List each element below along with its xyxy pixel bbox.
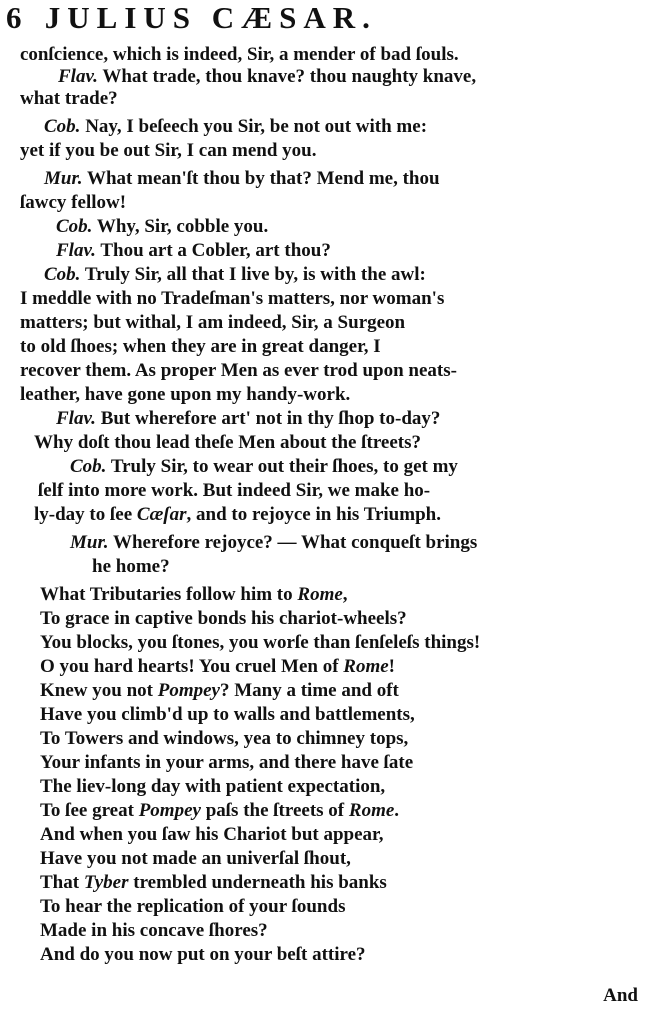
text-line — [20, 288, 444, 310]
line-text: yet if you be out Sir, I can mend you. — [20, 140, 317, 161]
running-header — [6, 0, 646, 40]
line-text: ? Many a time and oft — [219, 680, 399, 701]
text-line — [56, 240, 331, 262]
line-text: Truly Sir, all that I live by, is with the awl: — [80, 264, 426, 285]
line-text: What Tributaries follow him to — [40, 584, 298, 605]
text-line — [20, 336, 381, 358]
text-line — [40, 704, 415, 726]
speaker-name: Flav. — [56, 240, 96, 261]
text-line — [92, 556, 170, 578]
line-text: , — [342, 584, 348, 605]
line-text: , and to rejoyce in his Triumph. — [186, 504, 441, 525]
italic-word: Rome — [348, 800, 395, 821]
line-text: O you hard hearts! You cruel Men of — [40, 656, 344, 677]
text-line — [70, 532, 477, 554]
text-line — [40, 872, 387, 894]
line-text: To hear the replication of your ſounds — [40, 896, 346, 917]
text-line — [20, 88, 118, 110]
text-line — [40, 680, 399, 702]
line-text: What mean'ſt thou by that? Mend me, thou — [82, 168, 440, 189]
text-line — [56, 216, 268, 238]
text-line — [58, 66, 476, 88]
speaker-name: Mur. — [70, 532, 109, 553]
line-text: To grace in captive bonds his chariot-wheels? — [40, 608, 407, 629]
line-text: Why doſt thou lead theſe Men about the ſtreets? — [34, 432, 422, 453]
line-text: The liev-long day with patient expectation, — [40, 776, 386, 797]
italic-word: Pompey — [157, 680, 220, 701]
line-text: Wherefore rejoyce? — What conqueſt brings — [108, 532, 478, 553]
text-line — [44, 168, 440, 190]
line-text: Why, Sir, cobble you. — [92, 216, 269, 237]
line-text: paſs the ſtreets of — [200, 800, 349, 821]
line-text: ly-day to ſee — [34, 504, 137, 525]
speaker-name: Flav. — [56, 408, 96, 429]
line-text: matters; but withal, I am indeed, Sir, a Surgeon — [20, 312, 406, 333]
text-line — [40, 824, 384, 846]
line-text: Knew you not — [40, 680, 158, 701]
line-text: And when you ſaw his Chariot but appear, — [40, 824, 384, 845]
text-line — [20, 140, 316, 162]
line-text: trembled underneath his banks — [128, 872, 387, 893]
line-text: . — [394, 800, 400, 821]
text-line — [44, 264, 426, 286]
text-line — [40, 608, 407, 630]
line-text: ſawcy fellow! — [20, 192, 127, 213]
text-line — [34, 432, 421, 454]
text-line — [40, 944, 366, 966]
line-text: Thou art a Cobler, art thou? — [95, 240, 331, 261]
catchword: And — [603, 985, 638, 1006]
text-line — [20, 384, 350, 406]
line-text: leather, have gone upon my handy-work. — [20, 384, 351, 405]
text-line — [38, 480, 430, 502]
line-text: But wherefore art' not in thy ſhop to-day? — [95, 408, 441, 429]
line-text: Nay, I beſeech you Sir, be not out with me: — [80, 116, 428, 137]
line-text: Truly Sir, to wear out their ſhoes, to get my — [106, 456, 458, 477]
line-text: What trade, thou knave? thou naughty knave, — [97, 66, 477, 87]
italic-word: Pompey — [138, 800, 201, 821]
line-text: You blocks, you ſtones, you worſe than ſenſeleſs things! — [40, 632, 481, 653]
italic-word: Rome — [343, 656, 389, 677]
text-line — [40, 848, 351, 870]
text-line — [40, 752, 413, 774]
text-line — [40, 800, 399, 822]
line-text: Made in his concave ſhores? — [40, 920, 268, 941]
line-text: ſelf into more work. But indeed Sir, we make ho- — [38, 480, 431, 501]
page-number: 6 — [6, 0, 23, 35]
text-line — [40, 728, 408, 750]
text-line — [40, 776, 385, 798]
text-line — [40, 584, 348, 606]
line-text: Your infants in your arms, and there have ſate — [40, 752, 414, 773]
line-text: Have you climb'd up to walls and battlements, — [40, 704, 415, 725]
text-line — [20, 44, 459, 66]
text-line — [20, 312, 405, 334]
text-line — [40, 632, 480, 654]
italic-word: Cæſar — [136, 504, 187, 525]
line-text: what trade? — [20, 88, 118, 109]
speaker-name: Cob. — [56, 216, 93, 237]
speaker-name: Cob. — [44, 116, 81, 137]
text-line — [44, 116, 427, 138]
line-text: That — [40, 872, 84, 893]
line-text: he home? — [92, 556, 170, 577]
text-line — [20, 360, 457, 382]
line-text: I meddle with no Tradeſman's matters, nor woman's — [20, 288, 445, 309]
text-line — [70, 456, 458, 478]
line-text: ! — [388, 656, 395, 677]
line-text: Have you not made an univerſal ſhout, — [40, 848, 351, 869]
line-text: And do you now put on your beſt attire? — [40, 944, 366, 965]
speaker-name: Cob. — [44, 264, 81, 285]
text-line — [40, 656, 395, 678]
text-line — [34, 504, 441, 526]
line-text: recover them. As proper Men as ever trod upon neats- — [20, 360, 457, 381]
speaker-name: Flav. — [58, 66, 98, 87]
text-line — [20, 192, 126, 214]
italic-word: Rome — [297, 584, 343, 605]
line-text: conſcience, which is indeed, Sir, a mender of bad ſouls. — [20, 44, 459, 65]
line-text: To Towers and windows, yea to chimney tops, — [40, 728, 409, 749]
speaker-name: Mur. — [44, 168, 83, 189]
line-text: to old ſhoes; when they are in great danger, I — [20, 336, 381, 357]
text-line — [56, 408, 440, 430]
speaker-name: Cob. — [70, 456, 107, 477]
page-title: JULIUS CÆSAR. — [44, 0, 377, 35]
italic-word: Tyber — [83, 872, 129, 893]
line-text: To ſee great — [40, 800, 139, 821]
text-line — [40, 896, 345, 918]
text-line — [40, 920, 268, 942]
